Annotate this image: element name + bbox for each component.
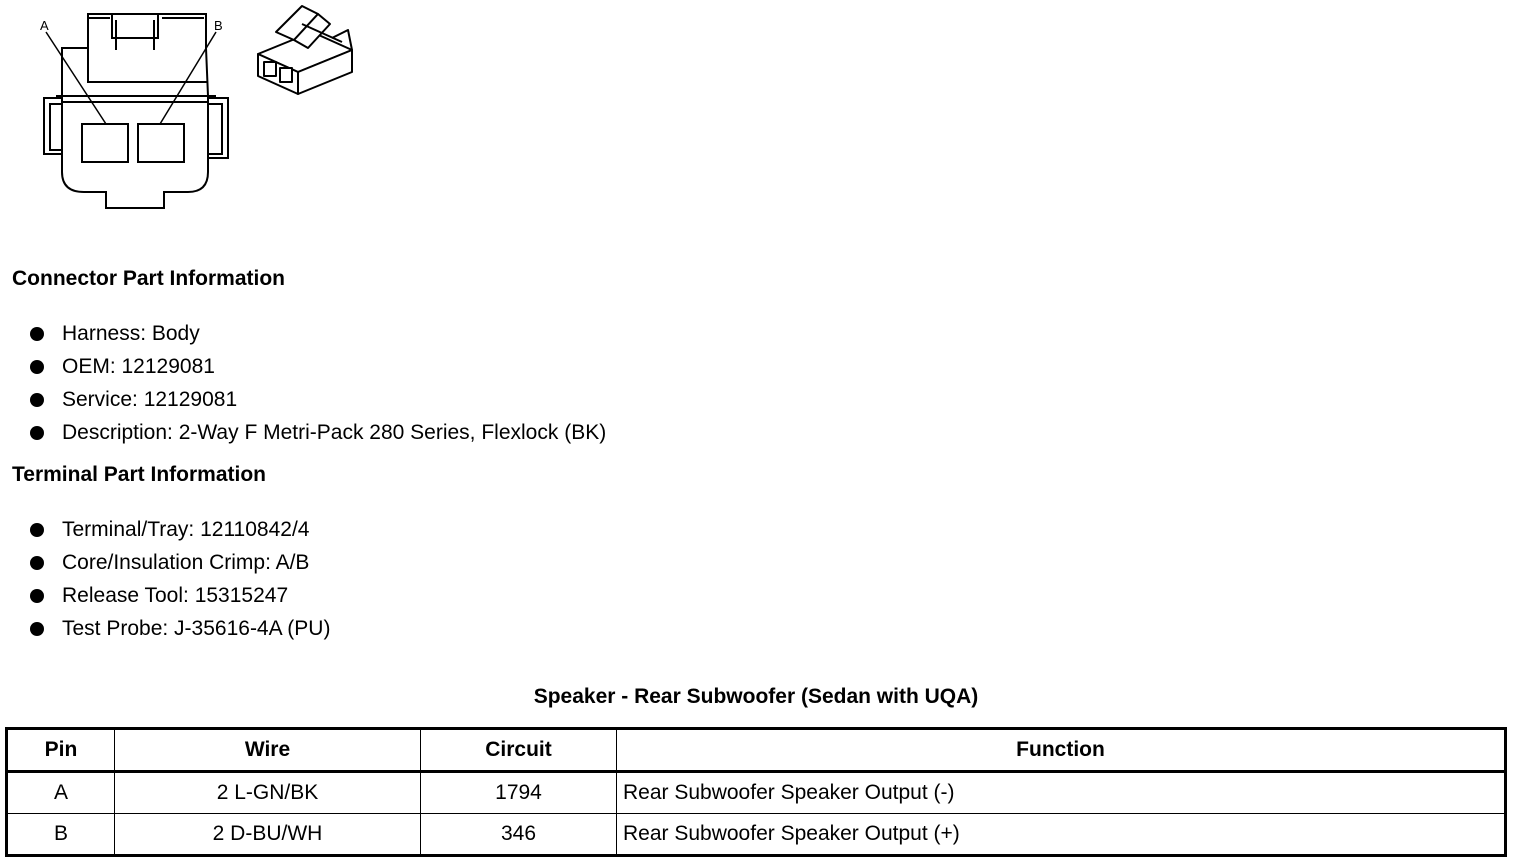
function-cell: Rear Subwoofer Speaker Output (-): [617, 772, 1506, 814]
table-row: [7, 772, 1506, 814]
table-header-row: [7, 729, 1506, 772]
function-cell: Rear Subwoofer Speaker Output (+): [617, 814, 1506, 856]
list-item: Service: 12129081: [0, 386, 606, 419]
bullet-icon: [30, 556, 44, 570]
pin-b-label: B: [214, 18, 223, 33]
terminal-part-info-heading: Terminal Part Information: [12, 463, 266, 486]
column-header-wire: Wire: [115, 729, 421, 772]
list-item: OEM: 12129081: [0, 353, 606, 386]
list-item: Terminal/Tray: 12110842/4: [0, 516, 330, 549]
terminal-part-info-list: [0, 516, 330, 648]
list-item: Description: 2-Way F Metri-Pack 280 Series, Flexlock (BK): [0, 419, 606, 452]
bullet-icon: [30, 589, 44, 603]
pin-a-label: A: [40, 18, 49, 33]
bullet-icon: [30, 393, 44, 407]
list-item: Test Probe: J-35616-4A (PU): [0, 615, 330, 648]
list-item: Harness: Body: [0, 320, 606, 353]
column-header-circuit: Circuit: [421, 729, 617, 772]
list-item: Release Tool: 15315247: [0, 582, 330, 615]
bullet-icon: [30, 426, 44, 440]
circuit-cell: 346: [421, 814, 617, 856]
column-header-function: Function: [617, 729, 1506, 772]
pin-cell: B: [7, 814, 115, 856]
wire-cell: 2 D-BU/WH: [115, 814, 421, 856]
bullet-icon: [30, 360, 44, 374]
column-header-pin: Pin: [7, 729, 115, 772]
pin-cell: A: [7, 772, 115, 814]
circuit-cell: 1794: [421, 772, 617, 814]
wire-cell: 2 L-GN/BK: [115, 772, 421, 814]
bullet-icon: [30, 327, 44, 341]
pin-table-title: Speaker - Rear Subwoofer (Sedan with UQA): [533, 685, 979, 708]
connector-isometric-diagram: [252, 2, 362, 100]
pin-table: [5, 727, 1507, 857]
connector-part-info-list: [0, 320, 606, 452]
connector-face-diagram: [36, 10, 236, 215]
list-item: Core/Insulation Crimp: A/B: [0, 549, 330, 582]
bullet-icon: [30, 523, 44, 537]
connector-part-info-heading: Connector Part Information: [12, 267, 286, 290]
bullet-icon: [30, 622, 44, 636]
table-row: [7, 814, 1506, 856]
